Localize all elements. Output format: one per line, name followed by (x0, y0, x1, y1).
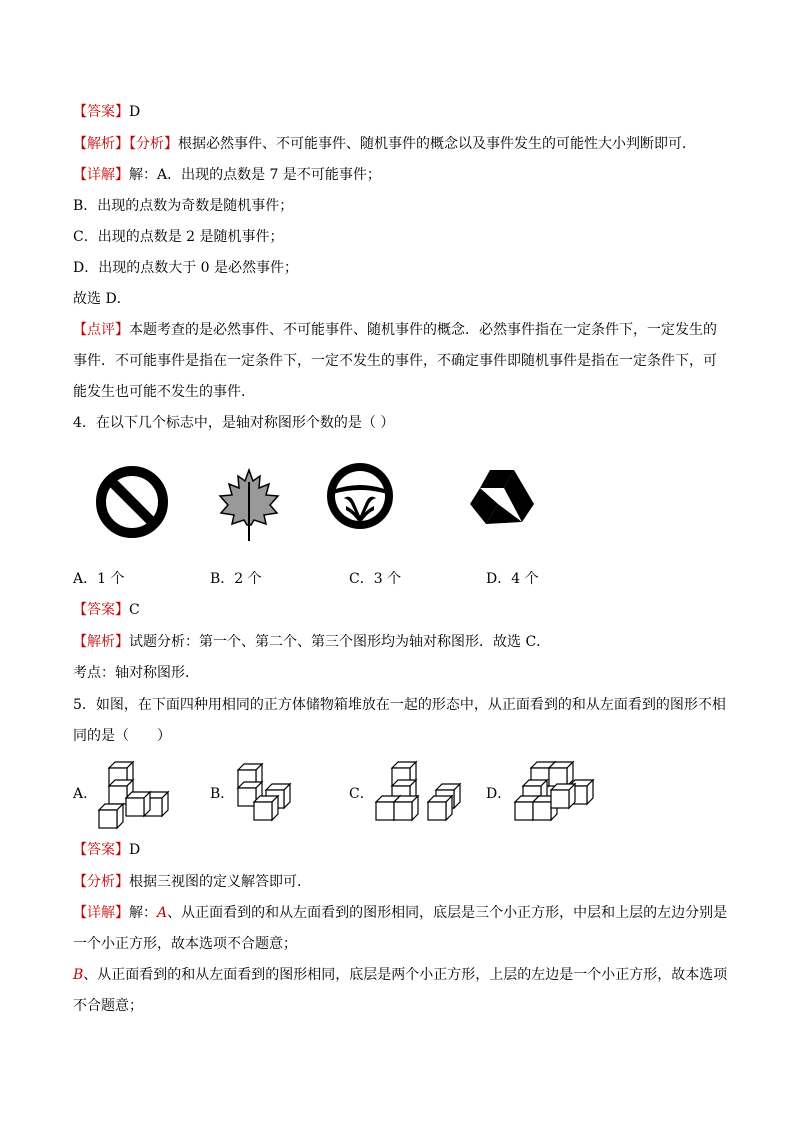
q5-analysis-line (73, 872, 311, 892)
q3-detail-b: B．出现的点数为奇数是随机事件； (73, 198, 294, 214)
q4-option-c: C．3 个 (349, 571, 402, 587)
cube-stack-a-figure (96, 758, 176, 830)
q3-detail-d: D．出现的点数大于 0 是必然事件； (73, 260, 299, 276)
maple-leaf-figure (216, 468, 282, 542)
q3-choose: 故选 D． (73, 291, 131, 307)
detail-letter-b: B (73, 967, 84, 983)
analysis-sub-tag: 【分析】 (129, 136, 178, 152)
detail-letter-a: A (157, 905, 168, 921)
q4-option-b: B．2 个 (210, 571, 262, 587)
q5-option-a-label: A． (73, 786, 98, 802)
q3-comment-line (73, 320, 717, 340)
analysis-tag: 【解析】 (73, 136, 129, 152)
cube-face (99, 810, 117, 828)
q5-detail-a-2: 一个小正方形，故本选项不合题意； (73, 936, 297, 952)
q5-detail-b-2: 不合题意； (73, 998, 143, 1014)
answer-tag: 【答案】 (73, 602, 129, 618)
analysis-text: 根据必然事件、不可能事件、随机事件的概念以及事件发生的可能性大小判断即可． (178, 136, 696, 152)
q3-analysis-line (73, 134, 696, 154)
triangle-logo-figure (468, 468, 536, 526)
answer-value: D (129, 104, 141, 120)
cube-stack-d-figure (511, 760, 607, 828)
analysis-tag: 【分析】 (73, 874, 129, 890)
q4-option-d: D．4 个 (486, 571, 539, 587)
emblem-figure (324, 460, 396, 532)
detail-text-b: 、从正面看到的和从左面看到的图形相同，底层是两个小正方形，上层的左边是一个小正方形，故本选项 (83, 967, 728, 983)
cube-face (533, 802, 551, 820)
detail-pre: 解： (129, 905, 157, 921)
q5-detail-line (73, 903, 727, 923)
q5-stem-2: 同的是（ ） (73, 728, 171, 744)
cube-face (254, 802, 272, 820)
detail-text: 解：A．出现的点数是 7 是不可能事件； (129, 167, 381, 183)
detail-tag: 【详解】 (73, 905, 129, 921)
q3-answer-line (73, 102, 140, 122)
q3-detail-c: C．出现的点数是 2 是随机事件； (73, 229, 284, 245)
cube-face (394, 802, 412, 820)
cube-face (376, 802, 394, 820)
analysis-tag: 【解析】 (73, 634, 129, 650)
analysis-text: 试题分析：第一个、第二个、第三个图形均为轴对称图形．故选 C． (129, 634, 551, 650)
cube-face (428, 802, 446, 820)
answer-tag: 【答案】 (73, 842, 129, 858)
answer-value: C (129, 602, 140, 618)
answer-value: D (129, 842, 141, 858)
cube-face (109, 786, 127, 804)
cube-stack-c-figure (372, 760, 472, 828)
q5-option-b-label: B． (210, 786, 235, 802)
prohibition-sign-figure (95, 465, 169, 539)
q3-detail-line (73, 165, 381, 185)
q4-analysis-line (73, 632, 550, 652)
q3-comment-3: 能发生也可能不发生的事件． (73, 384, 255, 400)
cube-face (238, 788, 256, 806)
answer-tag: 【答案】 (73, 104, 129, 120)
cube-face (549, 768, 567, 786)
cube-face (126, 798, 144, 816)
detail-tag: 【详解】 (73, 167, 129, 183)
cube-face (515, 802, 533, 820)
q4-answer-line (73, 600, 140, 620)
q5-detail-b-line (73, 965, 727, 985)
cube-stack-b-figure (234, 760, 298, 826)
comment-tag: 【点评】 (73, 322, 129, 338)
q5-answer-line (73, 840, 140, 860)
q5-option-d-label: D． (486, 786, 512, 802)
q4-point: 考点：轴对称图形． (73, 665, 199, 681)
q5-option-c-label: C． (349, 786, 374, 802)
q5-stem-1: 5．如图，在下面四种用相同的正方体储物箱堆放在一起的形态中，从正面看到的和从左面看到的图形不相 (73, 697, 726, 713)
detail-text-a: 、从正面看到的和从左面看到的图形相同，底层是三个小正方形，中层和上层的左边分别是 (167, 905, 728, 921)
q4-option-a: A．1 个 (73, 571, 125, 587)
q4-stem: 4．在以下几个标志中，是轴对称图形个数的是（ ） (73, 415, 395, 431)
comment-text: 本题考查的是必然事件、不可能事件、随机事件的概念．必然事件指在一定条件下，一定发生的 (129, 322, 717, 338)
analysis-text: 根据三视图的定义解答即可． (129, 874, 311, 890)
q3-comment-2: 事件．不可能事件是指在一定条件下，一定不发生的事件，不确定事件即随机事件是指在一定条件下，可 (73, 353, 717, 369)
cube-face (551, 790, 569, 808)
